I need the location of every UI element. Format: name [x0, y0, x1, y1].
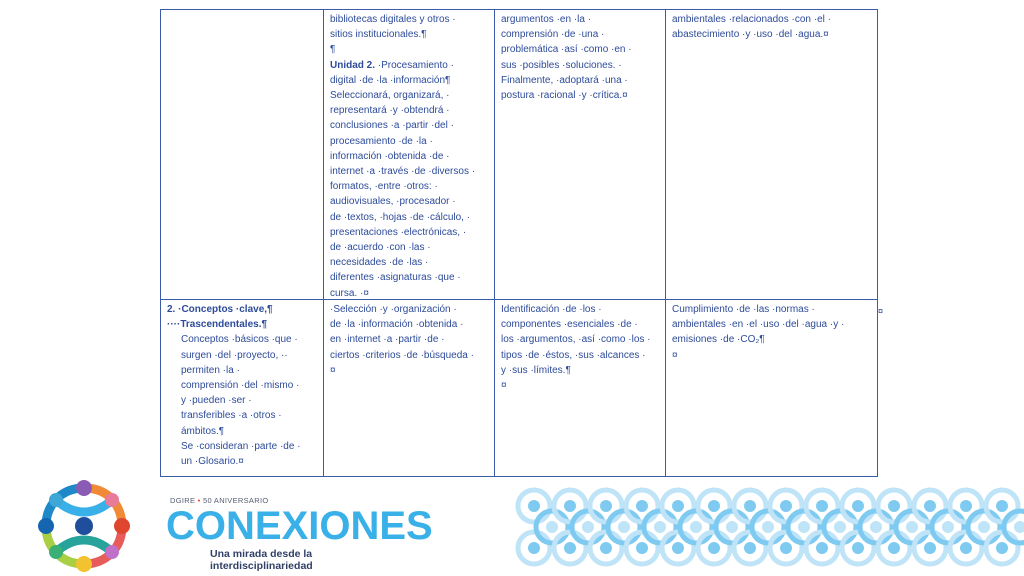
cell-paragraph [672, 348, 871, 363]
paragraph-text: ·Procesamiento · [375, 59, 454, 71]
cell-paragraph [167, 439, 317, 454]
cell-paragraph [330, 103, 488, 118]
cell-paragraph [501, 58, 659, 73]
cell-paragraph [167, 393, 317, 408]
pattern-dot [744, 542, 756, 554]
pattern-dot [600, 500, 612, 512]
bold-text: ····Trascendentales.¶ [167, 319, 268, 331]
pattern-dot [762, 521, 774, 533]
cell-paragraph [501, 363, 659, 378]
paragraph-text: problemática ·así ·como ·en · [501, 44, 632, 56]
table-cell-r1-c2 [324, 10, 495, 300]
cell-paragraph [330, 302, 488, 317]
cell-paragraph [501, 73, 659, 88]
pattern-dot [528, 542, 540, 554]
pattern-dot [690, 521, 702, 533]
paragraph-text: emisiones ·de ·CO₂¶ [672, 334, 765, 346]
pattern-dot [852, 500, 864, 512]
table-cell-r2-c1 [161, 300, 324, 476]
cell-paragraph [167, 424, 317, 439]
bold-text: Unidad 2. [330, 59, 376, 71]
paragraph-text: Seleccionará, organizará, · [330, 90, 450, 102]
paragraph-text: ¶ [330, 44, 336, 56]
table-cell-r1-c3 [495, 10, 666, 300]
cell-paragraph [501, 12, 659, 27]
paragraph-text: permiten ·la · [181, 364, 240, 376]
pattern-dot [852, 542, 864, 554]
paragraph-text: y ·pueden ·ser · [181, 395, 252, 407]
paragraph-text: argumentos ·en ·la · [501, 14, 592, 25]
logo-subtitle: Una mirada desde la interdisciplinariedad [210, 548, 313, 572]
pattern-dot [924, 500, 936, 512]
pattern-dot [816, 500, 828, 512]
cell-paragraph [330, 12, 488, 27]
cell-paragraph [330, 286, 488, 300]
cell-paragraph [167, 332, 317, 347]
paragraph-text: de ·textos, ·hojas ·de ·cálculo, · [330, 211, 471, 223]
pattern-dot [906, 521, 918, 533]
pattern-dot [960, 500, 972, 512]
cell-paragraph [330, 118, 488, 133]
cell-paragraph [330, 194, 488, 209]
cell-paragraph [167, 302, 317, 317]
table-cell-r2-c2 [324, 300, 495, 476]
paragraph-text: audiovisuales, ·procesador · [330, 196, 456, 208]
pattern-dot [816, 542, 828, 554]
paragraph-text: ambientales ·relacionados ·con ·el · [672, 14, 831, 25]
table-cell-r1-c4 [666, 10, 877, 300]
paragraph-text: postura ·racional ·y ·crítica.¤ [501, 90, 628, 102]
pattern-dot [870, 521, 882, 533]
paragraph-text: abastecimiento ·y ·uso ·del ·agua.¤ [672, 29, 829, 41]
pattern-dot [888, 500, 900, 512]
paragraph-text: sus ·posibles ·soluciones. · [501, 59, 622, 71]
pattern-dot [708, 500, 720, 512]
pattern-dot [546, 521, 558, 533]
cell-paragraph [501, 302, 659, 317]
pattern-dot [564, 542, 576, 554]
pattern-dot [1014, 521, 1024, 533]
cell-paragraph [167, 363, 317, 378]
cell-paragraph [330, 149, 488, 164]
pattern-dot [744, 500, 756, 512]
logo-wordmark: CONEXIONES [166, 504, 433, 548]
paragraph-text: ¤ [501, 380, 507, 392]
cell-paragraph [672, 12, 871, 27]
decorative-pattern-band [510, 484, 1024, 570]
paragraph-text: comprensión ·del ·mismo · [181, 380, 300, 392]
paragraph-text: Identificación ·de ·los · [501, 304, 602, 315]
paragraph-text: ¤ [330, 364, 336, 376]
document-table [160, 9, 878, 477]
cell-paragraph [330, 363, 488, 378]
cell-paragraph [167, 348, 317, 363]
pattern-dot [978, 521, 990, 533]
pattern-dot [798, 521, 810, 533]
cell-paragraph [501, 317, 659, 332]
paragraph-text: internet ·a ·través ·de ·diversos · [330, 166, 476, 178]
cell-paragraph [501, 88, 659, 103]
pattern-dot [636, 500, 648, 512]
paragraph-text: ambientales ·en ·el ·uso ·del ·agua ·y · [672, 319, 845, 331]
paragraph-text: diferentes ·asignaturas ·que · [330, 272, 461, 284]
pattern-dot [924, 542, 936, 554]
pattern-dot [654, 521, 666, 533]
pattern-dot [834, 521, 846, 533]
cell-paragraph [501, 27, 659, 42]
pattern-dot [780, 500, 792, 512]
cell-paragraph [167, 408, 317, 423]
paragraph-text: conclusiones ·a ·partir ·del · [330, 120, 454, 132]
cell-paragraph [167, 317, 317, 332]
paragraph-text: Cumplimiento ·de ·las ·normas · [672, 304, 815, 315]
cell-paragraph [330, 179, 488, 194]
conexiones-knot-icon [34, 476, 134, 576]
cell-paragraph [330, 210, 488, 225]
pattern-dot [942, 521, 954, 533]
paragraph-text: surgen ·del ·proyecto, ·· [181, 349, 288, 361]
row-end-mark: ¤ [878, 306, 884, 316]
paragraph-text: tipos ·de ·éstos, ·sus ·alcances · [501, 349, 646, 361]
cell-paragraph [167, 378, 317, 393]
paragraph-text: Se ·consideran ·parte ·de · [181, 440, 301, 452]
paragraph-text: un ·Glosario.¤ [181, 456, 244, 468]
table-cell-r2-c3 [495, 300, 666, 476]
paragraph-text: transferibles ·a ·otros · [181, 410, 282, 422]
cell-paragraph [330, 27, 488, 42]
pattern-dot [672, 542, 684, 554]
cell-paragraph [330, 332, 488, 347]
tagline-separator: • [197, 496, 201, 505]
cell-paragraph [330, 42, 488, 57]
pattern-dot [618, 521, 630, 533]
cell-paragraph [501, 42, 659, 57]
paragraph-text: de ·acuerdo ·con ·las · [330, 242, 431, 254]
paragraph-text: necesidades ·de ·las · [330, 257, 429, 269]
paragraph-text: formatos, ·entre ·otros: · [330, 181, 438, 193]
cell-paragraph [330, 73, 488, 88]
pattern-dot [600, 542, 612, 554]
paragraph-text: presentaciones ·electrónicas, · [330, 226, 467, 238]
pattern-dot [996, 500, 1008, 512]
cell-paragraph [330, 134, 488, 149]
cell-paragraph [672, 317, 871, 332]
paragraph-text: procesamiento ·de ·la · [330, 135, 433, 147]
pattern-dot [888, 542, 900, 554]
cell-paragraph [330, 58, 488, 73]
cell-paragraph [501, 378, 659, 393]
tagline-anniversary: 50 ANIVERSARIO [202, 496, 269, 505]
paragraph-text: digital ·de ·la ·información¶ [330, 74, 451, 86]
paragraph-text: en ·internet ·a ·partir ·de · [330, 334, 445, 346]
cell-paragraph [330, 317, 488, 332]
cell-paragraph [330, 225, 488, 240]
cell-paragraph [330, 270, 488, 285]
paragraph-text: ¤ [672, 349, 678, 361]
paragraph-text: sitios institucionales.¶ [330, 29, 427, 41]
paragraph-text: representará ·y ·obtendrá · [330, 105, 450, 117]
table-cell-r2-c4 [666, 300, 877, 476]
pattern-dot [780, 542, 792, 554]
paragraph-text: ·Selección ·y ·organización · [330, 304, 457, 315]
conexiones-logo [34, 476, 433, 576]
paragraph-text: los ·argumentos, ·así ·como ·los · [501, 334, 651, 346]
paragraph-text: comprensión ·de ·una · [501, 29, 605, 41]
pattern-dot [996, 542, 1008, 554]
paragraph-text: información ·obtenida ·de · [330, 150, 450, 162]
cell-paragraph [330, 240, 488, 255]
cell-paragraph [330, 348, 488, 363]
paragraph-text: componentes ·esenciales ·de · [501, 319, 638, 331]
cell-paragraph [501, 332, 659, 347]
pattern-dot [726, 521, 738, 533]
pattern-dot [582, 521, 594, 533]
cell-paragraph [672, 27, 871, 42]
paragraph-text: Conceptos ·básicos ·que · [181, 334, 298, 346]
cell-paragraph [330, 255, 488, 270]
paragraph-text: Finalmente, ·adoptará ·una · [501, 74, 628, 86]
paragraph-text: y ·sus ·límites.¶ [501, 364, 571, 376]
cell-paragraph [167, 454, 317, 469]
pattern-dot [672, 500, 684, 512]
paragraph-text: bibliotecas digitales y otros · [330, 14, 456, 25]
pattern-dot [960, 542, 972, 554]
pattern-dot [564, 500, 576, 512]
paragraph-text: ciertos ·criterios ·de ·búsqueda · [330, 349, 474, 361]
paragraph-text: ámbitos.¶ [181, 425, 225, 437]
table-cell-r1-c1 [161, 10, 324, 300]
cell-paragraph [672, 302, 871, 317]
cell-paragraph [330, 88, 488, 103]
cell-paragraph [672, 332, 871, 347]
bold-text: 2. ·Conceptos ·clave,¶ [167, 304, 273, 315]
pattern-dot [528, 500, 540, 512]
pattern-dot [636, 542, 648, 554]
paragraph-text: de ·la ·información ·obtenida · [330, 319, 464, 331]
pattern-dot [708, 542, 720, 554]
tagline-dgire: DGIRE [170, 496, 196, 505]
paragraph-text: cursa. ·¤ [330, 287, 369, 299]
cell-paragraph [501, 348, 659, 363]
cell-paragraph [330, 164, 488, 179]
